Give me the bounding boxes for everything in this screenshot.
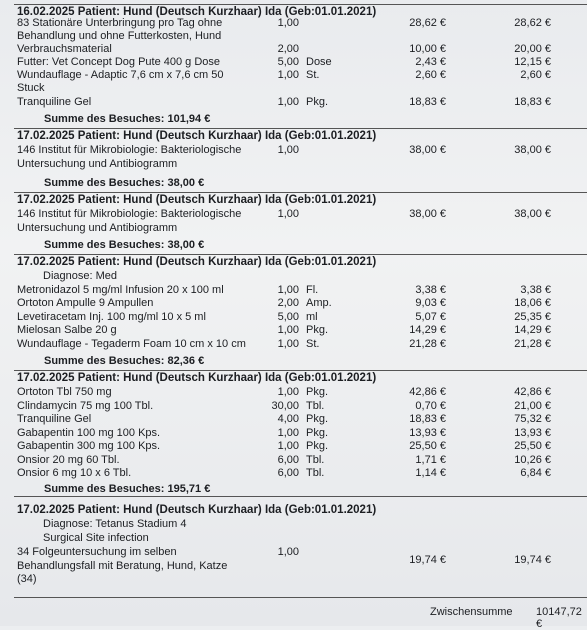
item-desc: Levetiracetam Inj. 100 mg/ml 10 x 5 ml [17, 311, 206, 323]
item-unit: St. [306, 69, 320, 81]
item-desc: Wundauflage - Adaptic 7,6 cm x 7,6 cm 50 [17, 69, 224, 81]
item-unit: Tbl. [306, 454, 325, 466]
item-total: 38,00 € [514, 208, 551, 220]
line-item [14, 560, 587, 573]
visit-block [14, 496, 587, 597]
line-item [14, 427, 587, 440]
item-unit: Pkg. [306, 324, 329, 336]
item-price: 0,70 € [415, 400, 446, 412]
diagnosis-text: Diagnose: Tetanus Stadium 4 [43, 518, 187, 530]
item-desc: Stuck [17, 82, 45, 94]
line-item [14, 270, 587, 283]
visit-header: 17.02.2025 Patient: Hund (Deutsch Kurzhaar) Ida (Geb:01.01.2021) [17, 130, 377, 142]
item-desc: Gabapentin 300 mg 100 Kps. [17, 440, 161, 452]
item-desc: Onsior 20 mg 60 Tbl. [17, 454, 120, 466]
item-total: 38,00 € [514, 144, 551, 156]
item-desc: Untersuchung und Antibiogramm [17, 158, 178, 170]
item-total: 10,26 € [514, 454, 551, 466]
item-price: 28,62 € [409, 17, 446, 29]
item-qty: 6,00 [277, 454, 299, 466]
item-qty: 1,00 [277, 386, 299, 398]
line-item [14, 386, 587, 399]
item-qty: 5,00 [277, 56, 299, 68]
item-desc: 83 Stationäre Unterbringung pro Tag ohne [17, 17, 223, 29]
item-total: 21,28 € [514, 338, 551, 350]
item-qty: 4,00 [277, 413, 299, 425]
item-price: 18,83 € [409, 413, 446, 425]
item-desc: Behandlung und ohne Futterkosten, Hund [17, 30, 222, 42]
item-price: 38,00 € [409, 144, 446, 156]
visit-sum: Summe des Besuches: 82,36 € [44, 355, 205, 367]
item-total: 28,62 € [514, 17, 551, 29]
item-desc: Untersuchung und Antibiogramm [17, 222, 178, 234]
item-desc: Tranquiline Gel [17, 413, 92, 425]
invoice-footer [14, 597, 587, 628]
visit-sum: Summe des Besuches: 195,71 € [44, 483, 211, 495]
item-desc: Tranquiline Gel [17, 96, 92, 108]
item-qty: 1,00 [277, 324, 299, 336]
line-item [14, 518, 587, 531]
item-desc: 146 Institut für Mikrobiologie: Bakteriologische [17, 208, 242, 220]
line-item [14, 573, 587, 586]
item-price: 1,71 € [415, 454, 446, 466]
line-item [14, 208, 587, 221]
item-total: 12,15 € [514, 56, 551, 68]
item-total: 14,29 € [514, 324, 551, 336]
visit-header: 16.02.2025 Patient: Hund (Deutsch Kurzhaar) Ida (Geb:01.01.2021) [17, 6, 377, 18]
line-item [14, 440, 587, 453]
item-qty: 5,00 [277, 311, 299, 323]
item-qty: 6,00 [277, 467, 299, 479]
item-price: 21,28 € [409, 338, 446, 350]
visit-block [14, 4, 587, 129]
item-price: 19,74 € [409, 554, 446, 566]
line-item [14, 284, 587, 297]
item-unit: Pkg. [306, 413, 329, 425]
item-total: 21,00 € [514, 400, 551, 412]
line-item [14, 30, 587, 43]
item-desc: Clindamycin 75 mg 100 Tbl. [17, 400, 154, 412]
item-qty: 1,00 [277, 427, 299, 439]
item-price: 18,83 € [409, 96, 446, 108]
subtotal-value: 10147,72 € [536, 606, 582, 630]
line-item [14, 297, 587, 310]
visit-sum: Summe des Besuches: 38,00 € [44, 239, 205, 251]
item-desc: Ortoton Tbl 750 mg [17, 386, 112, 398]
item-price: 1,14 € [415, 467, 446, 479]
item-desc: Wundauflage - Tegaderm Foam 10 cm x 10 cm [17, 338, 246, 350]
line-item [14, 82, 587, 95]
item-total: 2,60 € [520, 69, 551, 81]
item-total: 18,83 € [514, 96, 551, 108]
item-unit: Tbl. [306, 467, 325, 479]
item-price: 3,38 € [415, 284, 446, 296]
item-price: 38,00 € [409, 208, 446, 220]
diagnosis-text: Diagnose: Med [43, 270, 117, 282]
item-total: 25,35 € [514, 311, 551, 323]
line-item [14, 413, 587, 426]
item-desc: Gabapentin 100 mg 100 Kps. [17, 427, 161, 439]
line-item [14, 43, 587, 56]
line-item [14, 400, 587, 413]
item-qty: 30,00 [271, 400, 299, 412]
item-price: 25,50 € [409, 440, 446, 452]
diagnosis-text: Surgical Site infection [43, 532, 149, 544]
item-price: 14,29 € [409, 324, 446, 336]
item-qty: 1,00 [277, 546, 299, 558]
visit-header: 17.02.2025 Patient: Hund (Deutsch Kurzhaar) Ida (Geb:01.01.2021) [17, 504, 377, 516]
item-total: 25,50 € [514, 440, 551, 452]
visit-header: 17.02.2025 Patient: Hund (Deutsch Kurzhaar) Ida (Geb:01.01.2021) [17, 256, 377, 268]
item-price: 2,60 € [415, 69, 446, 81]
item-desc: 34 Folgeuntersuchung im selben [17, 546, 177, 558]
item-desc: Mielosan Salbe 20 g [17, 324, 117, 336]
visit-header: 17.02.2025 Patient: Hund (Deutsch Kurzhaar) Ida (Geb:01.01.2021) [17, 194, 377, 206]
item-price: 10,00 € [409, 43, 446, 55]
line-item [14, 532, 587, 545]
item-total: 6,84 € [520, 467, 551, 479]
item-qty: 2,00 [277, 43, 299, 55]
item-price: 9,03 € [415, 297, 446, 309]
visit-block [14, 192, 587, 255]
line-item [14, 144, 587, 157]
item-desc: (34) [17, 573, 37, 585]
item-qty: 1,00 [277, 69, 299, 81]
visit-block [14, 254, 587, 371]
line-item [14, 17, 587, 30]
item-qty: 1,00 [277, 144, 299, 156]
item-desc: Ortoton Ampulle 9 Ampullen [17, 297, 154, 309]
item-qty: 1,00 [277, 338, 299, 350]
item-price: 2,43 € [415, 56, 446, 68]
line-item [14, 324, 587, 337]
line-item [14, 338, 587, 351]
visit-header: 17.02.2025 Patient: Hund (Deutsch Kurzhaar) Ida (Geb:01.01.2021) [17, 372, 377, 384]
item-total: 42,86 € [514, 386, 551, 398]
item-price: 13,93 € [409, 427, 446, 439]
item-unit: Dose [306, 56, 332, 68]
item-unit: Pkg. [306, 386, 329, 398]
subtotal-label: Zwischensumme [430, 606, 513, 618]
item-unit: Pkg. [306, 96, 329, 108]
line-item [14, 454, 587, 467]
item-total: 75,32 € [514, 413, 551, 425]
item-desc: Futter: Vet Concept Dog Pute 400 g Dose [17, 56, 221, 68]
item-price: 5,07 € [415, 311, 446, 323]
item-desc: Onsior 6 mg 10 x 6 Tbl. [17, 467, 132, 479]
line-item [14, 222, 587, 235]
visit-sum: Summe des Besuches: 38,00 € [44, 177, 205, 189]
item-unit: Tbl. [306, 400, 325, 412]
item-unit: Pkg. [306, 440, 329, 452]
line-item [14, 96, 587, 109]
item-unit: ml [306, 311, 318, 323]
item-total: 20,00 € [514, 43, 551, 55]
line-item [14, 311, 587, 324]
item-qty: 1,00 [277, 17, 299, 29]
item-total: 13,93 € [514, 427, 551, 439]
item-qty: 1,00 [277, 96, 299, 108]
item-desc: 146 Institut für Mikrobiologie: Bakteriologische [17, 144, 242, 156]
item-desc: Behandlungsfall mit Beratung, Hund, Katze [17, 560, 228, 572]
line-item [14, 56, 587, 69]
item-price: 42,86 € [409, 386, 446, 398]
visit-sum: Summe des Besuches: 101,94 € [44, 113, 211, 125]
line-item [14, 158, 587, 171]
item-desc: Metronidazol 5 mg/ml Infusion 20 x 100 ml [17, 284, 224, 296]
visit-block [14, 128, 587, 193]
item-qty: 1,00 [277, 440, 299, 452]
item-total: 19,74 € [514, 554, 551, 566]
item-unit: Fl. [306, 284, 319, 296]
item-unit: St. [306, 338, 320, 350]
item-unit: Amp. [306, 297, 332, 309]
item-desc: Verbrauchsmaterial [17, 43, 112, 55]
item-total: 18,06 € [514, 297, 551, 309]
item-qty: 1,00 [277, 284, 299, 296]
item-unit: Pkg. [306, 427, 329, 439]
item-total: 3,38 € [520, 284, 551, 296]
line-item [14, 467, 587, 480]
visit-block [14, 370, 587, 497]
item-qty: 1,00 [277, 208, 299, 220]
line-item [14, 69, 587, 82]
item-qty: 2,00 [277, 297, 299, 309]
